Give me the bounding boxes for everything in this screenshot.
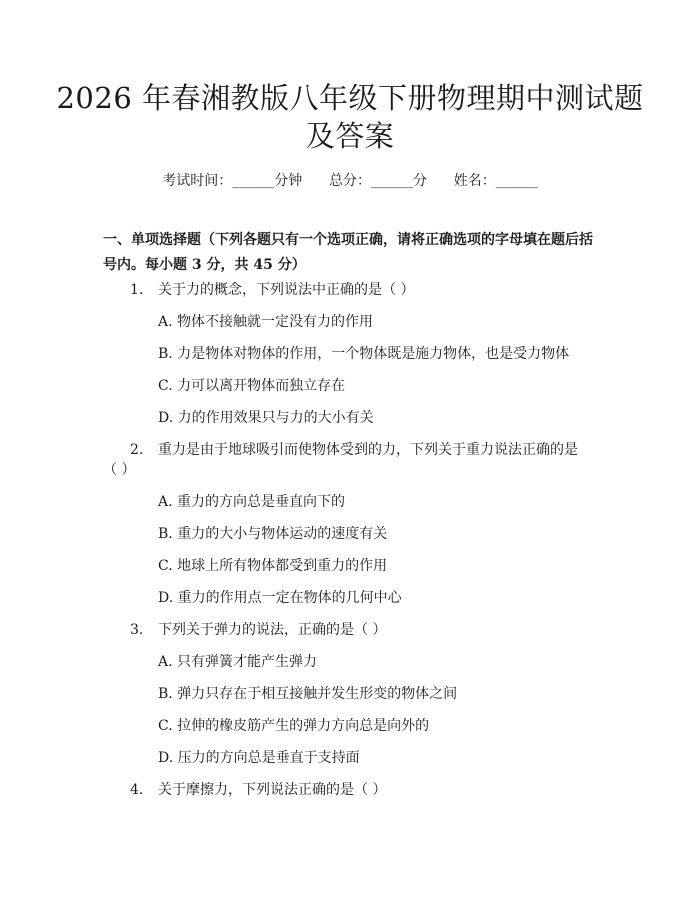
question-text: 关于摩擦力，下列说法正确的是（ ） xyxy=(158,782,387,798)
question-text: 重力是由于地球吸引而使物体受到的力，下列关于重力说法正确的是 xyxy=(158,442,578,458)
exam-info xyxy=(0,170,700,190)
student-name-field: 姓名：______ xyxy=(453,173,538,189)
question-number: 3. xyxy=(130,622,144,638)
option-c: C. 地球上所有物体都受到重力的作用 xyxy=(158,558,388,574)
exam-time: 考试时间：______分钟 xyxy=(162,173,303,189)
option-a: A. 重力的方向总是垂直向下的 xyxy=(158,494,346,510)
option-d: D. 重力的作用点一定在物体的几何中心 xyxy=(158,590,402,606)
option-a: A. 只有弹簧才能产生弹力 xyxy=(158,654,318,670)
option-b: B. 重力的大小与物体运动的速度有关 xyxy=(158,526,388,542)
page-title: 2026 年春湘教版八年级下册物理期中测试题 xyxy=(56,81,644,115)
question-number: 2. xyxy=(130,442,144,458)
question-number: 4. xyxy=(130,782,144,798)
option-b: B. 力是物体对物体的作用，一个物体既是施力物体，也是受力物体 xyxy=(158,346,570,362)
option-b: B. 弹力只存在于相互接触并发生形变的物体之间 xyxy=(158,686,458,702)
option-d: D. 力的作用效果只与力的大小有关 xyxy=(158,410,374,426)
question-number: 1. xyxy=(130,282,144,298)
question-text: 下列关于弹力的说法，正确的是（ ） xyxy=(158,622,387,638)
question-text-continued: （ ） xyxy=(103,462,136,478)
option-a: A. 物体不接触就一定没有力的作用 xyxy=(158,314,374,330)
option-c: C. 拉伸的橡皮筋产生的弹力方向总是向外的 xyxy=(158,718,430,734)
option-c: C. 力可以离开物体而独立存在 xyxy=(158,378,346,394)
question-text: 关于力的概念，下列说法中正确的是（ ） xyxy=(158,282,415,298)
option-d: D. 压力的方向总是垂直于支持面 xyxy=(158,750,360,766)
page-title-continued: 及答案 xyxy=(305,119,395,153)
section-heading: 一、单项选择题（下列各题只有一个选项正确，请将正确选项的字母填在题后括号内。每小题 3 分，共 45 分） xyxy=(103,232,593,273)
exam-total-score: 总分：______分 xyxy=(329,173,427,189)
